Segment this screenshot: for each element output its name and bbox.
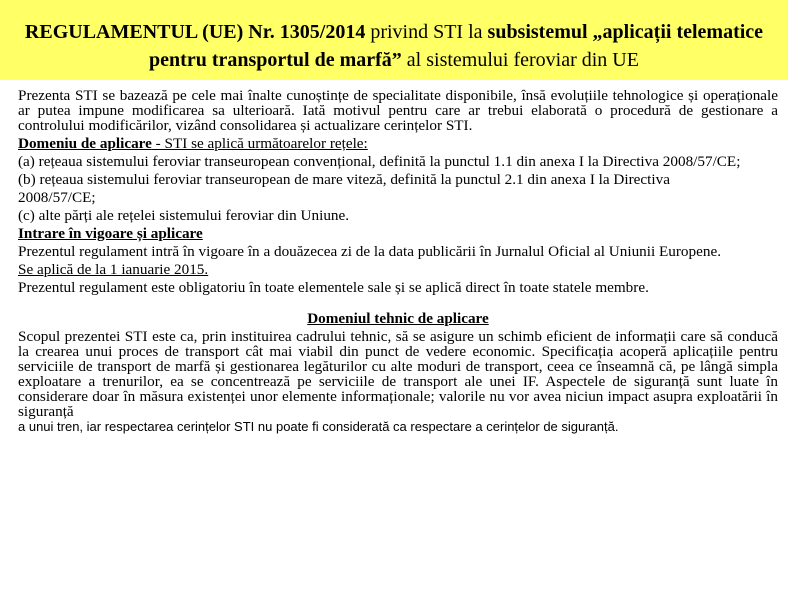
technical-paragraph: Scopul prezentei STI este ca, prin instituirea cadrului tehnic, să se asigure un schimb eficient de informații care să conducă la crearea unui proces de transport cât mai viabil din punct de vedere economic. Specificația acoperă aplicațiile pentru serviciile de transport de marfă și gestionarea legăturilor cu alte moduri de transport, ceea ce înseamnă că, pe lângă simpla exploatare a trenurilor, ea se concentrează pe serviciile de transport ale unei IF. Aspectele de siguranță sunt luate în considerare doar în măsura existenței unor elemente informaționale; valorile nu vor avea niciun impact asupra exploatării în siguranță (18, 328, 778, 420)
document-body (18, 88, 778, 438)
scope-text: - STI se aplică următoarelor rețele: (151, 135, 368, 152)
title-text-end: al sistemului feroviar din UE (401, 49, 639, 71)
entry-label: Intrare în vigoare și aplicare (18, 225, 203, 242)
technical-heading: Domeniul tehnic de aplicare (307, 310, 489, 327)
technical-last-line: a unui tren, iar respectarea cerințelor STI nu poate fi considerată ca respectare a cerințelor de siguranță. (18, 419, 619, 434)
scope-item-c: (c) alte părți ale rețelei sistemului feroviar din Uniune. (18, 207, 350, 224)
scope-item-b: (b) rețeaua sistemului feroviar transeuropean de mare viteză, definită la punctul 2.1 din anexa I la Directiva (18, 171, 670, 188)
entry-text: Prezentul regulament intră în vigoare în a douăzecea zi de la data publicării în Jurnalul Oficial al Uniunii Europene. (18, 243, 721, 260)
title-subsystem: subsistemul „aplicații telematice pentru transportul de marfă” (149, 21, 764, 71)
intro-paragraph: Prezenta STI se bazează pe cele mai înalte cunoștințe de specialitate disponibile, însă evoluțiile tehnologice și operaționale ar putea impune modificarea sa ulterioară. Iată motivul pentru care ar trebui elaborată o procedură de gestionare a controlului modificărilor, vizând consolidarea și actualizare cerințelor STI. (18, 87, 778, 134)
applies-date: Se aplică de la 1 ianuarie 2015. (18, 261, 209, 278)
scope-item-b-cont: 2008/57/CE; (18, 189, 96, 206)
scope-label: Domeniu de aplicare (18, 135, 152, 152)
title-text: privind STI la (365, 21, 488, 43)
document-title (0, 0, 788, 80)
scope-item-a: (a) rețeaua sistemului feroviar transeuropean convențional, definită la punctul 1.1 din anexa I la Directiva 2008/57/CE; (18, 153, 741, 170)
binding-text: Prezentul regulament este obligatoriu în toate elementele sale și se aplică direct în toate statele membre. (18, 279, 649, 296)
title-regulation-number: REGULAMENTUL (UE) Nr. 1305/2014 (24, 21, 366, 43)
scope-paragraph (18, 136, 778, 151)
